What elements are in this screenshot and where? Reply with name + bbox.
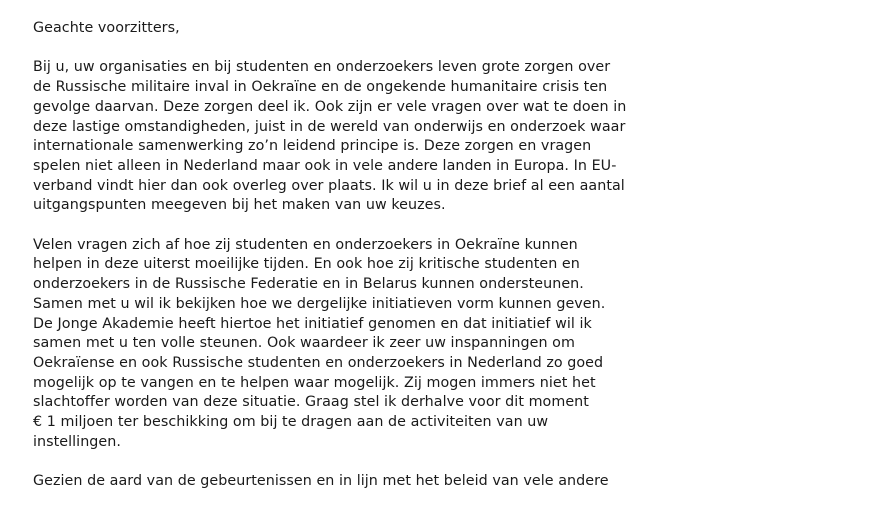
paragraph-1 <box>33 58 673 216</box>
paragraph-line: De Jonge Akademie heeft hiertoe het initiatief genomen en dat initiatief wil ik <box>33 315 592 332</box>
paragraph-line: mogelijk op te vangen en te helpen waar mogelijk. Zij mogen immers niet het <box>33 374 596 391</box>
paragraph-line: instellingen. <box>33 433 121 450</box>
paragraph-line: Samen met u wil ik bekijken hoe we dergelijke initiatieven vorm kunnen geven. <box>33 295 606 312</box>
paragraph-line: samen met u ten volle steunen. Ook waardeer ik zeer uw inspanningen om <box>33 335 575 352</box>
paragraph-line: Gezien de aard van de gebeurtenissen en in lijn met het beleid van vele andere <box>33 473 609 490</box>
paragraph-2 <box>33 236 673 453</box>
paragraph-3 <box>33 472 673 492</box>
paragraph-line: gevolge daarvan. Deze zorgen deel ik. Ook zijn er vele vragen over wat te doen in <box>33 98 627 115</box>
paragraph-line: internationale samenwerking zo’n leidend principe is. Deze zorgen en vragen <box>33 138 592 155</box>
paragraph-line: verband vindt hier dan ook overleg over plaats. Ik wil u in deze brief al een aantal <box>33 177 625 194</box>
paragraph-line: deze lastige omstandigheden, juist in de wereld van onderwijs en onderzoek waar <box>33 118 626 135</box>
salutation: Geachte voorzitters, <box>33 20 180 36</box>
paragraph-line: de Russische militaire inval in Oekraïne en de ongekende humanitaire crisis ten <box>33 79 608 96</box>
paragraph-line: € 1 miljoen ter beschikking om bij te dragen aan de activiteiten van uw <box>33 414 549 431</box>
paragraph-line: slachtoffer worden van deze situatie. Graag stel ik derhalve voor dit moment <box>33 394 589 411</box>
letter-body <box>33 19 673 512</box>
paragraph-line: spelen niet alleen in Nederland maar ook in vele andere landen in Europa. In EU- <box>33 157 617 174</box>
paragraph-line: Oekraïense en ook Russische studenten en onderzoekers in Nederland zo goed <box>33 354 604 371</box>
paragraph-line: helpen in deze uiterst moeilijke tijden. En ook hoe zij kritische studenten en <box>33 256 580 273</box>
paragraph-line: Velen vragen zich af hoe zij studenten en onderzoekers in Oekraïne kunnen <box>33 236 578 253</box>
paragraph-line: uitgangspunten meegeven bij het maken van uw keuzes. <box>33 197 446 214</box>
paragraph-line: onderzoekers in de Russische Federatie en in Belarus kunnen ondersteunen. <box>33 276 584 293</box>
paragraph-line: Bij u, uw organisaties en bij studenten en onderzoekers leven grote zorgen over <box>33 59 611 76</box>
